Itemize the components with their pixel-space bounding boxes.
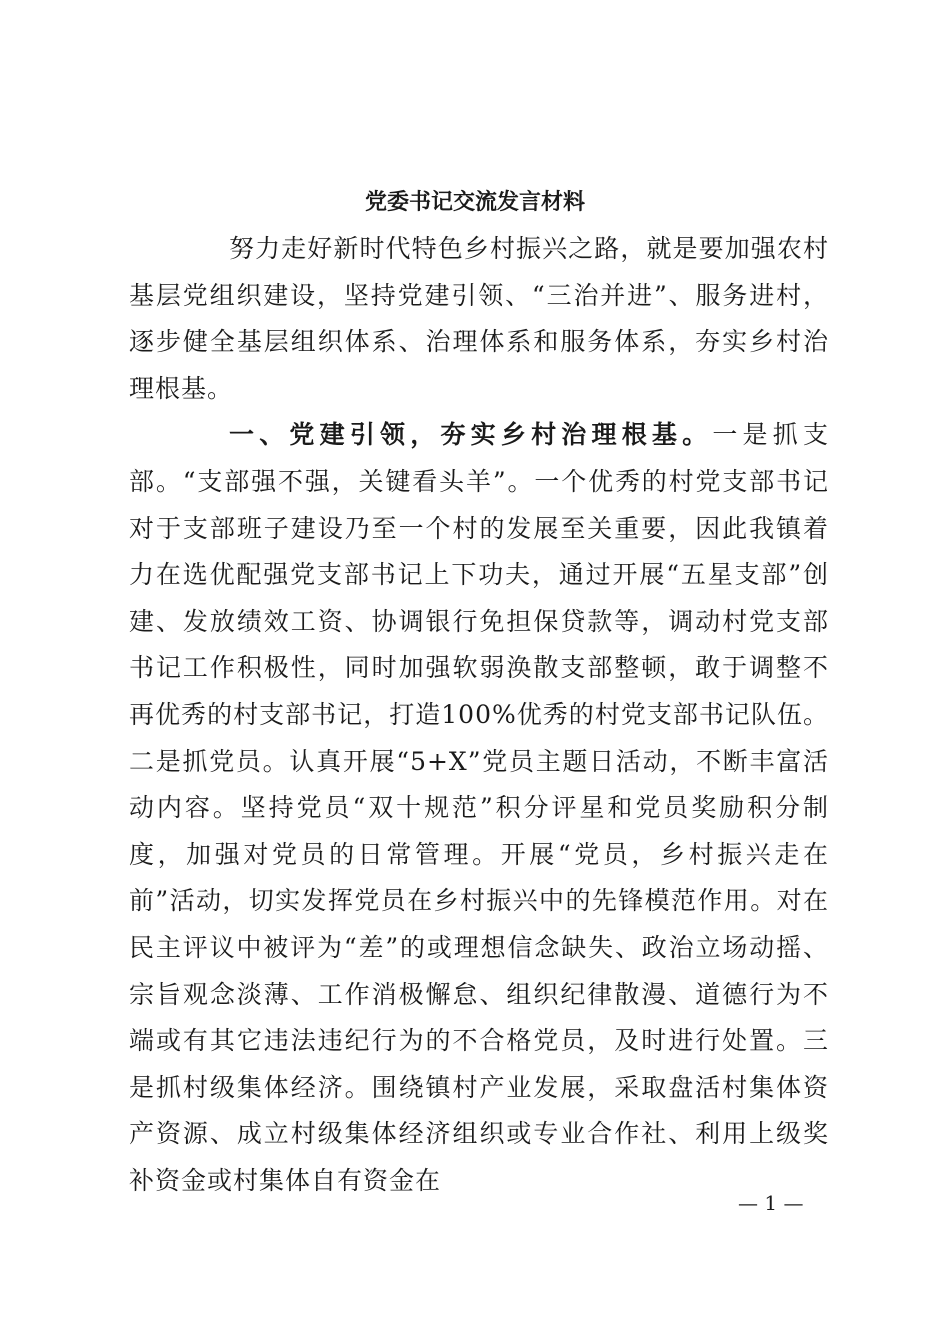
- document-title: 党委书记交流发言材料: [364, 189, 585, 215]
- intro-paragraph: 努力走好新时代特色乡村振兴之路，就是要加强农村基层党组织建设，坚持党建引领、“三治并进”、服务进村，逐步健全基层组织体系、治理体系和服务体系，夯实乡村治理根基。: [129, 234, 829, 403]
- section-1-heading: 一、党建引领，夯实乡村治理根基。: [229, 420, 713, 450]
- page-number: — 1 —: [738, 1191, 804, 1215]
- section-1-body: 一是抓支部。“支部强不强，关键看头羊”。一个优秀的村党支部书记对于支部班子建设乃至一个村的发展至关重要，因此我镇着力在选优配强党支部书记上下功夫，通过开展“五星支部”创建、发放绩效工资、协调银行免担保贷款等，调动村党支部书记工作积极性，同时加强软弱涣散支部整顿，敢于调整不再优秀的村支部书记，打造100%优秀的村党支部书记队伍。二是抓党员。认真开展“5+X”党员主题日活动，不断丰富活动内容。坚持党员“双十规范”积分评星和党员奖励积分制度，加强对党员的日常管理。开展“党员，乡村振兴走在前”活动，切实发挥党员在乡村振兴中的先锋模范作用。对在民主评议中被评为“差”的或理想信念缺失、政治立场动摇、宗旨观念淡薄、工作消极懈怠、组织纪律散漫、道德行为不端或有其它违法违纪行为的不合格党员，及时进行处置。三是抓村级集体经济。围绕镇村产业发展，采取盘活村集体资产资源、成立村级集体经济组织或专业合作社、利用上级奖补资金或村集体自有资金在: [129, 420, 829, 1195]
- document-body: [129, 226, 829, 1204]
- section-1-paragraph: [129, 412, 829, 1204]
